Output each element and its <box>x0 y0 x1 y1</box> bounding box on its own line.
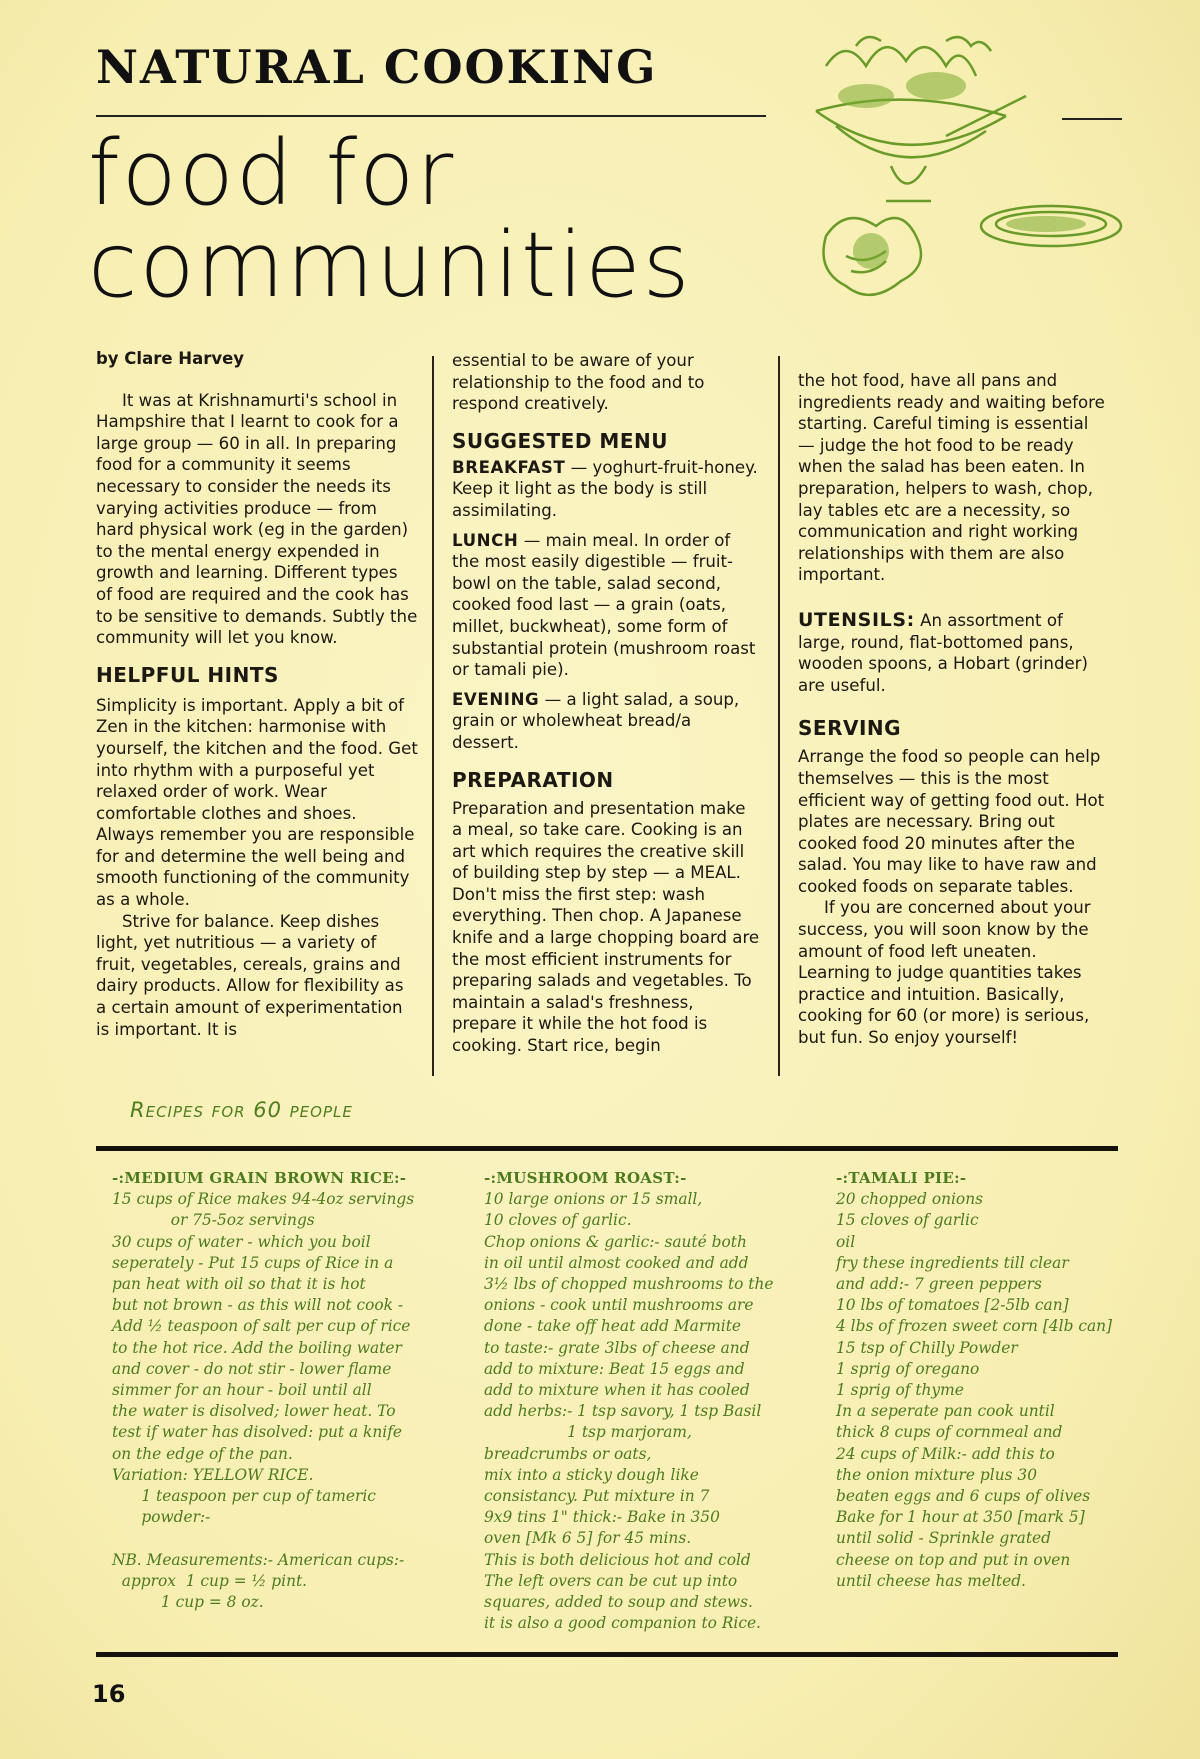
column-divider-2 <box>778 356 780 1076</box>
recipe-body-rice: 15 cups of Rice makes 94-4oz servings or 75-5oz servings 30 cups of water - which you boil seperately - Put 15 cups of Rice in a pan heat with oil so that it is hot but not brown - as this will not cook - Add ½ teaspoon of salt per cup of rice to the hot rice. Add the boiling water and cover - do not stir - lower flame simmer for an hour - boil until all the water is disolved; lower heat. To test if water has disolved: put a knife on the edge of the pan. Variation: YELLOW RICE. 1 teaspoon per cup of tameric powder:- NB. Measurements:- American cups:- approx 1 cup = ½ pint. 1 cup = 8 oz. <box>112 1190 415 1612</box>
title-line-1: food for <box>88 121 456 226</box>
article-column-2 <box>452 350 760 1057</box>
lunch-text: — main meal. In order of the most easily digestible — fruit-bowl on the table, salad second, cooked food last — a grain (oats, millet, buckwheat), some form of substantial protein (mushroom roast or tamali pie). <box>452 530 756 680</box>
evening-label: EVENING <box>452 689 540 709</box>
recipe-title-tamali: -:TAMALI PIE:- <box>836 1169 967 1187</box>
lunch-label: LUNCH <box>452 530 519 550</box>
preparation-paragraph: Preparation and presentation make a meal, so take care. Cooking is an art which requires the creative skill of building step by step — a MEAL. Don't miss the first step: wash everything. Then chop. A Japanese knife and a large chopping board are the most efficient instruments for preparing salads and vegetables. To maintain a salad's freshness, prepare it while the hot food is cooking. Start rice, begin <box>452 798 760 1056</box>
evening-item <box>452 689 760 754</box>
recipe-title-rice: -:MEDIUM GRAIN BROWN RICE:- <box>112 1169 407 1187</box>
lunch-item <box>452 530 760 681</box>
evening-text: — a light salad, a soup, grain or wholewheat bread/a dessert. <box>452 689 740 752</box>
recipe-body-mushroom: 10 large onions or 15 small, 10 cloves of garlic. Chop onions & garlic:- sauté both in oil until almost cooked and add 3½ lbs of chopped mushrooms to the onions - cook until mushrooms are done - take off heat add Marmite to taste:- grate 3lbs of cheese and add to mixture: Beat 15 eggs and add to mixture when it has cooled add herbs:- 1 tsp savory, 1 tsp Basil 1 tsp marjoram, breadcrumbs or oats, mix into a sticky dough like consistancy. Put mixture in 7 9x9 tins 1" thick:- Bake in 350 oven [Mk 6 5] for 45 mins. This is both delicious hot and cold The left overs can be cut up into squares, added to soup and stews. it is also a good companion to Rice. <box>484 1190 774 1633</box>
utensils-item <box>798 610 1108 696</box>
recipe-tamali-pie <box>836 1168 1136 1592</box>
article-column-3 <box>798 370 1108 1049</box>
column-2-continuation: essential to be aware of your relationship to the food and to respond creatively. <box>452 351 705 414</box>
intro-paragraph: It was at Krishnamurti's school in Hampshire that I learnt to cook for a large group — 60 in all. In preparing food for a community it seems necessary to consider the needs its varying activities produce — from hard physical work (eg in the garden) to the mental energy expended in growth and learning. Different types of food are required and the cook has to be sensitive to demands. Subtly the community will let you know. <box>96 390 418 648</box>
page-number: 16 <box>92 1680 126 1708</box>
recipe-body-tamali: 20 chopped onions 15 cloves of garlic oil fry these ingredients till clear and add:- 7 green peppers 10 lbs of tomatoes [2-5lb can] 4 lbs of frozen sweet corn [4lb can] 15 tsp of Chilly Powder 1 sprig of oregano 1 sprig of thyme In a seperate pan cook until thick 8 cups of cornmeal and 24 cups of Milk:- add this to the onion mixture plus 30 beaten eggs and 6 cups of olives Bake for 1 hour at 350 [mark 5] until solid - Sprinkle grated cheese on top and put in oven until cheese has melted. <box>836 1190 1113 1590</box>
salad-bowl-illustration <box>796 26 1126 342</box>
suggested-menu-heading: SUGGESTED MENU <box>452 428 668 453</box>
breakfast-label: BREAKFAST <box>452 457 566 477</box>
hints-paragraph-2: Strive for balance. Keep dishes light, yet nutritious — a variety of fruit, vegetables, cereals, grains and dairy products. Allow for flexibility as a certain amount of experimentation is important. It is <box>96 911 404 1039</box>
column-3-continuation: the hot food, have all pans and ingredients ready and waiting before starting. Careful timing is essential — judge the hot food to be ready when the salad has been eaten. In preparation, helpers to wash, chop, lay tables etc are a necessity, so communication and right working relationships with them are also important. <box>798 371 1105 585</box>
recipes-top-rule <box>96 1146 1118 1151</box>
recipes-bottom-rule <box>96 1652 1118 1657</box>
recipe-title-mushroom: -:MUSHROOM ROAST:- <box>484 1169 687 1187</box>
utensils-label: UTENSILS: <box>798 608 915 631</box>
preparation-heading: PREPARATION <box>452 767 614 792</box>
recipe-mushroom-roast <box>484 1168 794 1634</box>
section-heading: NATURAL COOKING <box>96 40 658 94</box>
header-rule <box>96 115 766 117</box>
article-title <box>88 121 788 318</box>
helpful-hints-heading: HELPFUL HINTS <box>96 662 279 687</box>
article-column-1 <box>96 348 418 1040</box>
recipe-brown-rice <box>112 1168 432 1613</box>
hints-paragraph-1: Simplicity is important. Apply a bit of Zen in the kitchen: harmonise with yourself, the kitchen and the food. Get into rhythm with a purposeful yet relaxed order of work. Wear comfortable clothes and shoes. Always remember you are responsible for and determine the well being and smooth functioning of the community as a whole. <box>96 695 418 910</box>
serving-paragraph-1: Arrange the food so people can help themselves — this is the most efficient way of getting food out. Hot plates are necessary. Bring out cooked food 20 minutes after the salad. You may like to have raw and cooked foods on separate tables. <box>798 747 1105 896</box>
serving-heading: SERVING <box>798 716 902 741</box>
breakfast-text: — yoghurt-fruit-honey. Keep it light as the body is still assimilating. <box>452 457 758 520</box>
utensils-text: An assortment of large, round, flat-bottomed pans, wooden spoons, a Hobart (grinder) are useful. <box>798 610 1088 695</box>
serving-paragraph-2: If you are concerned about your success, you will soon know by the amount of food left uneaten. Learning to judge quantities takes practice and intuition. Basically, cooking for 60 (or more) is serious, but fun. So enjoy yourself! <box>798 898 1091 1048</box>
byline: by Clare Harvey <box>96 349 245 368</box>
title-line-2: communities <box>88 213 692 318</box>
recipes-banner: Recipes for 60 people <box>130 1098 353 1122</box>
breakfast-item <box>452 457 760 522</box>
column-divider-1 <box>432 356 434 1076</box>
